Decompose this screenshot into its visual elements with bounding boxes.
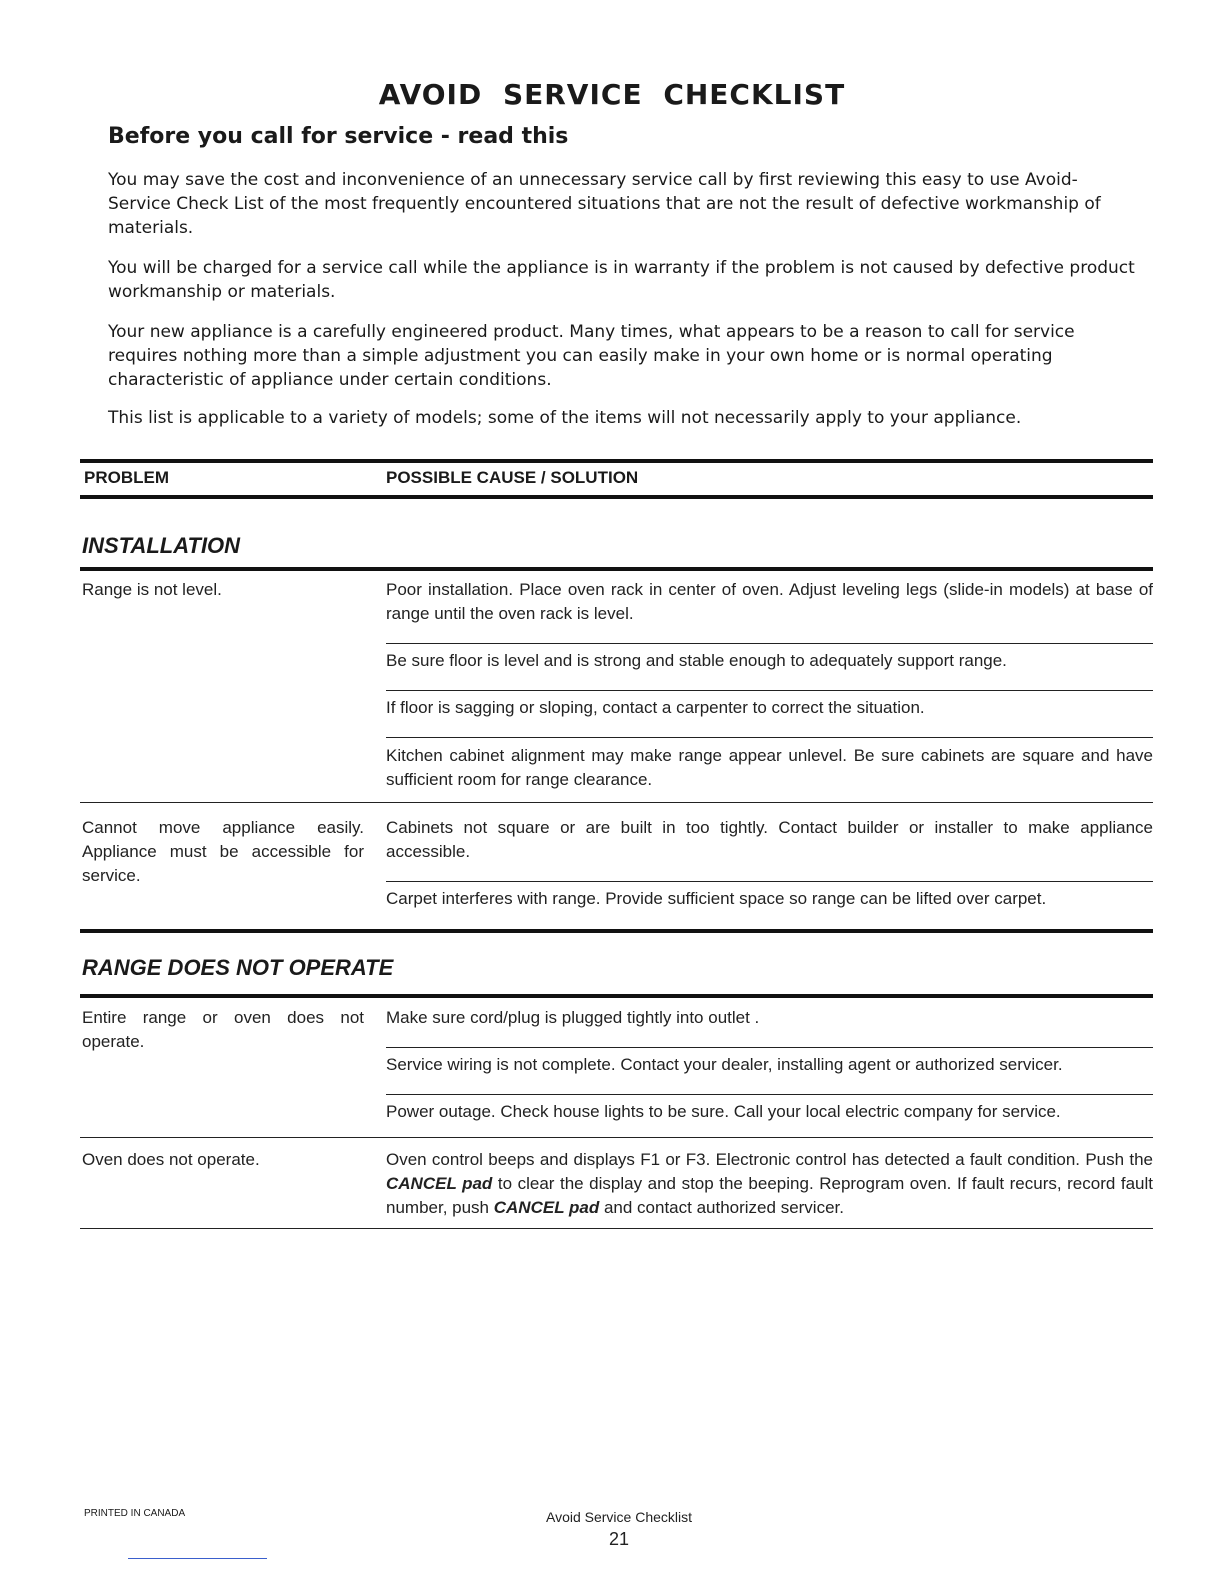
divider [386,881,1153,882]
divider [386,690,1153,691]
solution-cell: Carpet interferes with range. Provide sufficient space so range can be lifted over carpet. [386,889,1047,908]
problem-cell: Range is not level. [82,580,222,599]
solution-cell: Cabinets not square or are built in too tightly. Contact builder or installer to make appliance accessible. [386,818,1153,861]
cancel-pad-label: CANCEL pad [386,1174,493,1193]
solution-cell: Power outage. Check house lights to be sure. Call your local electric company for service. [386,1102,1061,1121]
divider [80,495,1153,499]
section-title-installation: INSTALLATION [82,533,241,558]
problem-cell: Entire range or oven does not operate. [82,1008,364,1051]
footer-label: Avoid Service Checklist [545,1509,693,1525]
divider [80,994,1153,998]
solution-cell: If floor is sagging or sloping, contact a carpenter to correct the situation. [386,698,925,717]
divider [386,643,1153,644]
row-divider [80,802,1153,803]
divider [386,1094,1153,1095]
problem-cell: Cannot move appliance easily. Appliance must be accessible for service. [82,818,364,885]
row-divider [80,1137,1153,1138]
table-bottom-rule [80,1228,1153,1229]
intro-paragraph: Your new appliance is a carefully engineered product. Many times, what appears to be a reason to call for service requires nothing more than a simple adjustment you can easily make in your own home or is normal operating characteristic of appliance under certain conditions. [108,322,1075,390]
problem-cell: Oven does not operate. [82,1150,260,1169]
intro-paragraph: You will be charged for a service call while the appliance is in warranty if the problem is not caused by defective product workmanship or materials. [108,258,1135,302]
footer [0,1506,1224,1550]
divider [386,737,1153,738]
footer-link-line [128,1558,267,1559]
solution-cell: Oven control beeps and displays F1 or F3. Electronic control has detected a fault condition. Push the CANCEL pad to clear the display and stop the beeping. Reprogram oven. If fault recurs, record fault number, push CANCEL pad and contact authorized servicer. [386,1150,1153,1217]
solution-cell: Make sure cord/plug is plugged tightly into outlet . [386,1008,760,1027]
divider [386,1047,1153,1048]
divider [80,929,1153,933]
page-number: 21 [608,1529,630,1549]
cancel-pad-label: CANCEL pad [493,1198,600,1217]
solution-cell: Kitchen cabinet alignment may make range appear unlevel. Be sure cabinets are square and have sufficient room for range clearance. [386,746,1153,789]
column-header-problem: PROBLEM [84,468,169,487]
page-subtitle: Before you call for service - read this [108,124,569,149]
section-title-range-does-not-operate: RANGE DOES NOT OPERATE [82,955,394,980]
intro-paragraph: You may save the cost and inconvenience of an unnecessary service call by first reviewing this easy to use Avoid-Service Check List of the most frequently encountered situations that are not the result of defective workmanship of materials. [108,170,1101,238]
intro-paragraph: This list is applicable to a variety of models; some of the items will not necessarily apply to your appliance. [108,408,1022,428]
page-title: AVOID SERVICE CHECKLIST [378,78,846,111]
footer-printed: PRINTED IN CANADA [84,1508,186,1519]
column-header-solution: POSSIBLE CAUSE / SOLUTION [386,468,639,487]
solution-cell: Service wiring is not complete. Contact your dealer, installing agent or authorized servicer. [386,1055,1063,1074]
solution-cell: Be sure floor is level and is strong and stable enough to adequately support range. [386,651,1007,670]
divider [80,567,1153,571]
solution-cell: Poor installation. Place oven rack in center of oven. Adjust leveling legs (slide-in models) at base of range until the oven rack is level. [386,580,1153,623]
divider [80,459,1153,463]
